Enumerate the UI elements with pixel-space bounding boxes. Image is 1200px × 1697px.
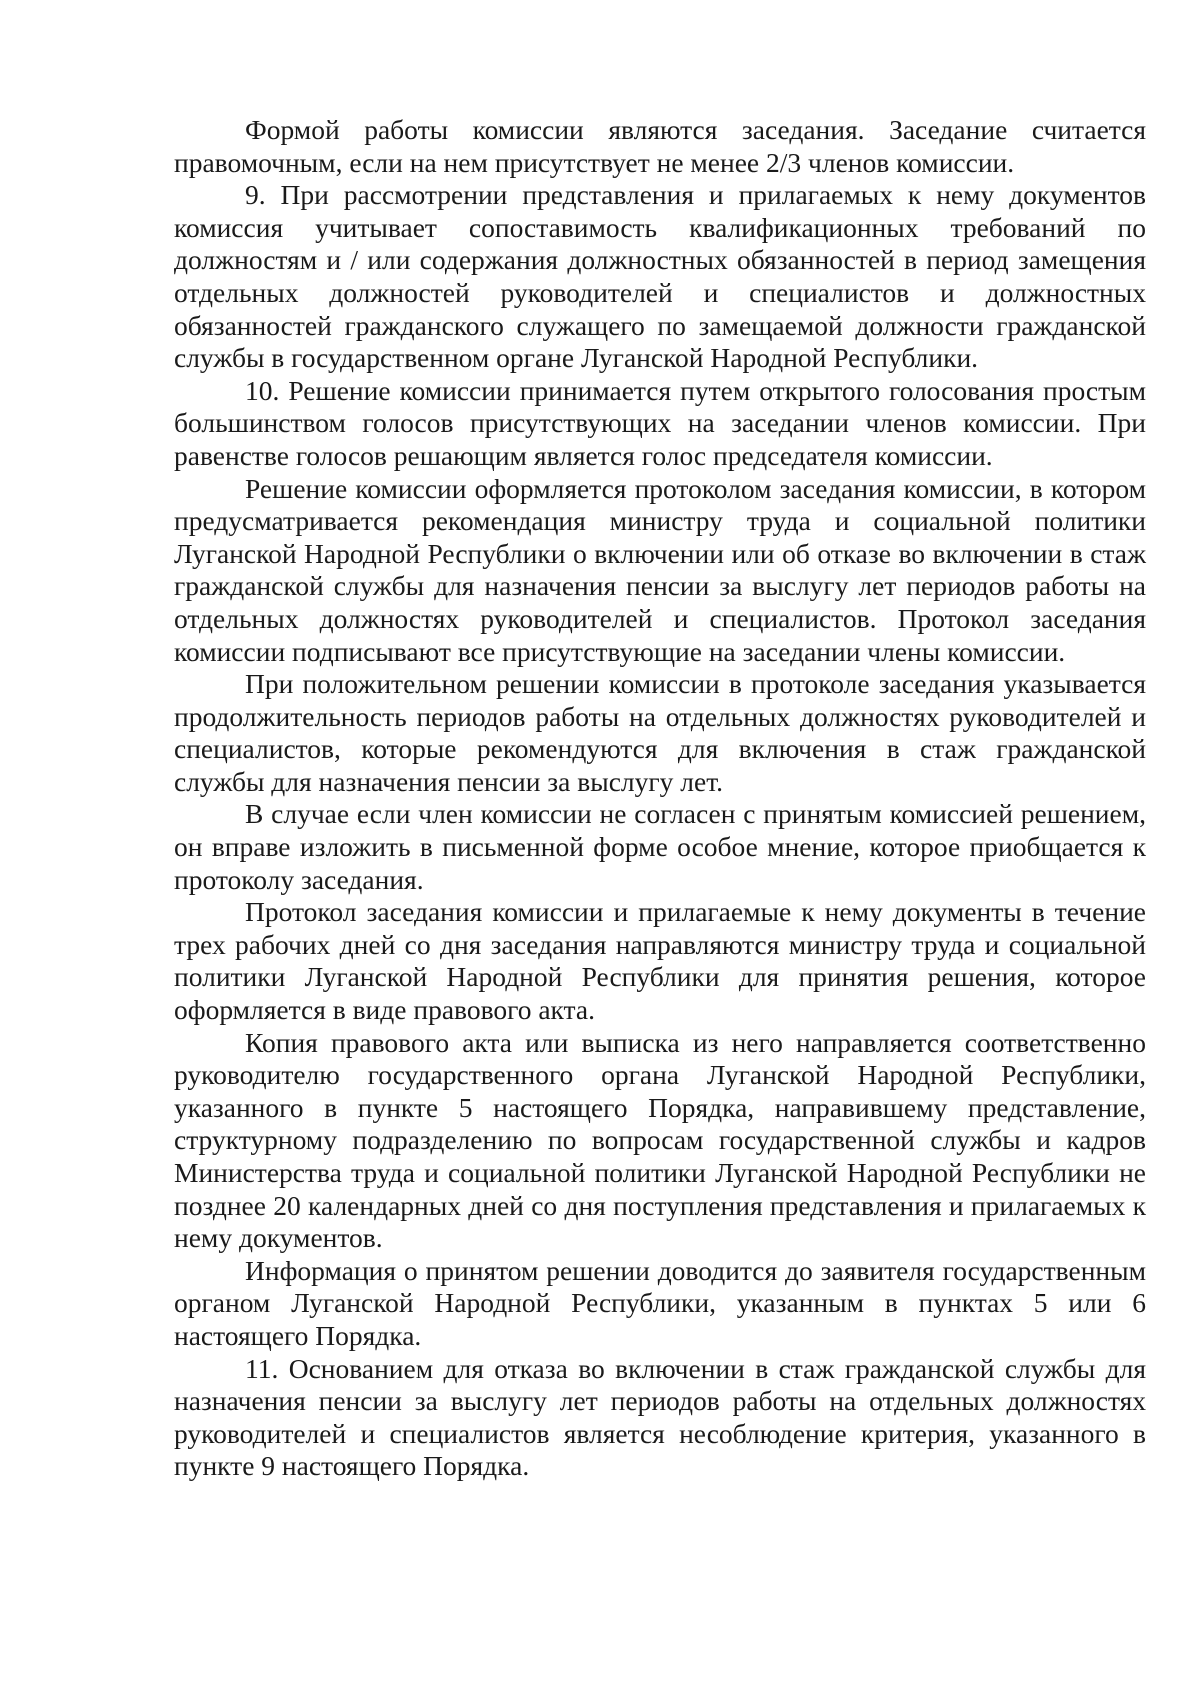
paragraph-protocol-forwarding: Протокол заседания комиссии и прилагаемые к нему документы в течение трех рабочих дней со дня заседания направляются министру труда и социальной политики Луганской Народной Республики для принятия решения, которое оформляется в виде правового акта.	[174, 896, 1146, 1026]
paragraph-item-11: 11. Основанием для отказа во включении в стаж гражданской службы для назначения пенсии за выслугу лет периодов работы на отдельных должностях руководителей и специалистов является несоблюдение критерия, указанного в пункте 9 настоящего Порядка.	[174, 1352, 1146, 1482]
paragraph-applicant-notice: Информация о принятом решении доводится до заявителя государственным органом Луганской Народной Республики, указанным в пунктах 5 или 6 настоящего Порядка.	[174, 1254, 1146, 1351]
paragraph-protocol-decision: Решение комиссии оформляется протоколом заседания комиссии, в котором предусматривается рекомендация министру труда и социальной политики Луганской Народной Республики о включении или об отказе во включении в стаж гражданской службы для назначения пенсии за выслугу лет периодов работы на отдельных должностях руководителей и специалистов. Протокол заседания комиссии подписывают все присутствующие на заседании члены комиссии.	[174, 472, 1146, 667]
paragraph-legal-act-copy: Копия правового акта или выписка из него направляется соответственно руководителю государственного органа Луганской Народной Республики, указанного в пункте 5 настоящего Порядка, направившему представление, структурному подразделению по вопросам государственной службы и кадров Министерства труда и социальной политики Луганской Народной Республики не позднее 20 календарных дней со дня поступления представления и прилагаемых к нему документов.	[174, 1026, 1146, 1254]
document-body	[174, 114, 1146, 1483]
paragraph-item-9: 9. При рассмотрении представления и прилагаемых к нему документов комиссия учитывает сопоставимость квалификационных требований по должностям и / или содержания должностных обязанностей в период замещения отдельных должностей руководителей и специалистов и должностных обязанностей гражданского служащего по замещаемой должности гражданской службы в государственном органе Луганской Народной Республики.	[174, 179, 1146, 374]
paragraph-dissenting-opinion: В случае если член комиссии не согласен с принятым комиссией решением, он вправе изложить в письменной форме особое мнение, которое приобщается к протоколу заседания.	[174, 798, 1146, 895]
paragraph-positive-decision: При положительном решении комиссии в протоколе заседания указывается продолжительность периодов работы на отдельных должностях руководителей и специалистов, которые рекомендуются для включения в стаж гражданской службы для назначения пенсии за выслугу лет.	[174, 668, 1146, 797]
paragraph-item-10: 10. Решение комиссии принимается путем открытого голосования простым большинством голосов присутствующих на заседании членов комиссии. При равенстве голосов решающим является голос председателя комиссии.	[174, 374, 1146, 471]
paragraph-meeting-quorum: Формой работы комиссии являются заседания. Заседание считается правомочным, если на нем присутствует не менее 2/3 членов комиссии.	[174, 114, 1146, 178]
